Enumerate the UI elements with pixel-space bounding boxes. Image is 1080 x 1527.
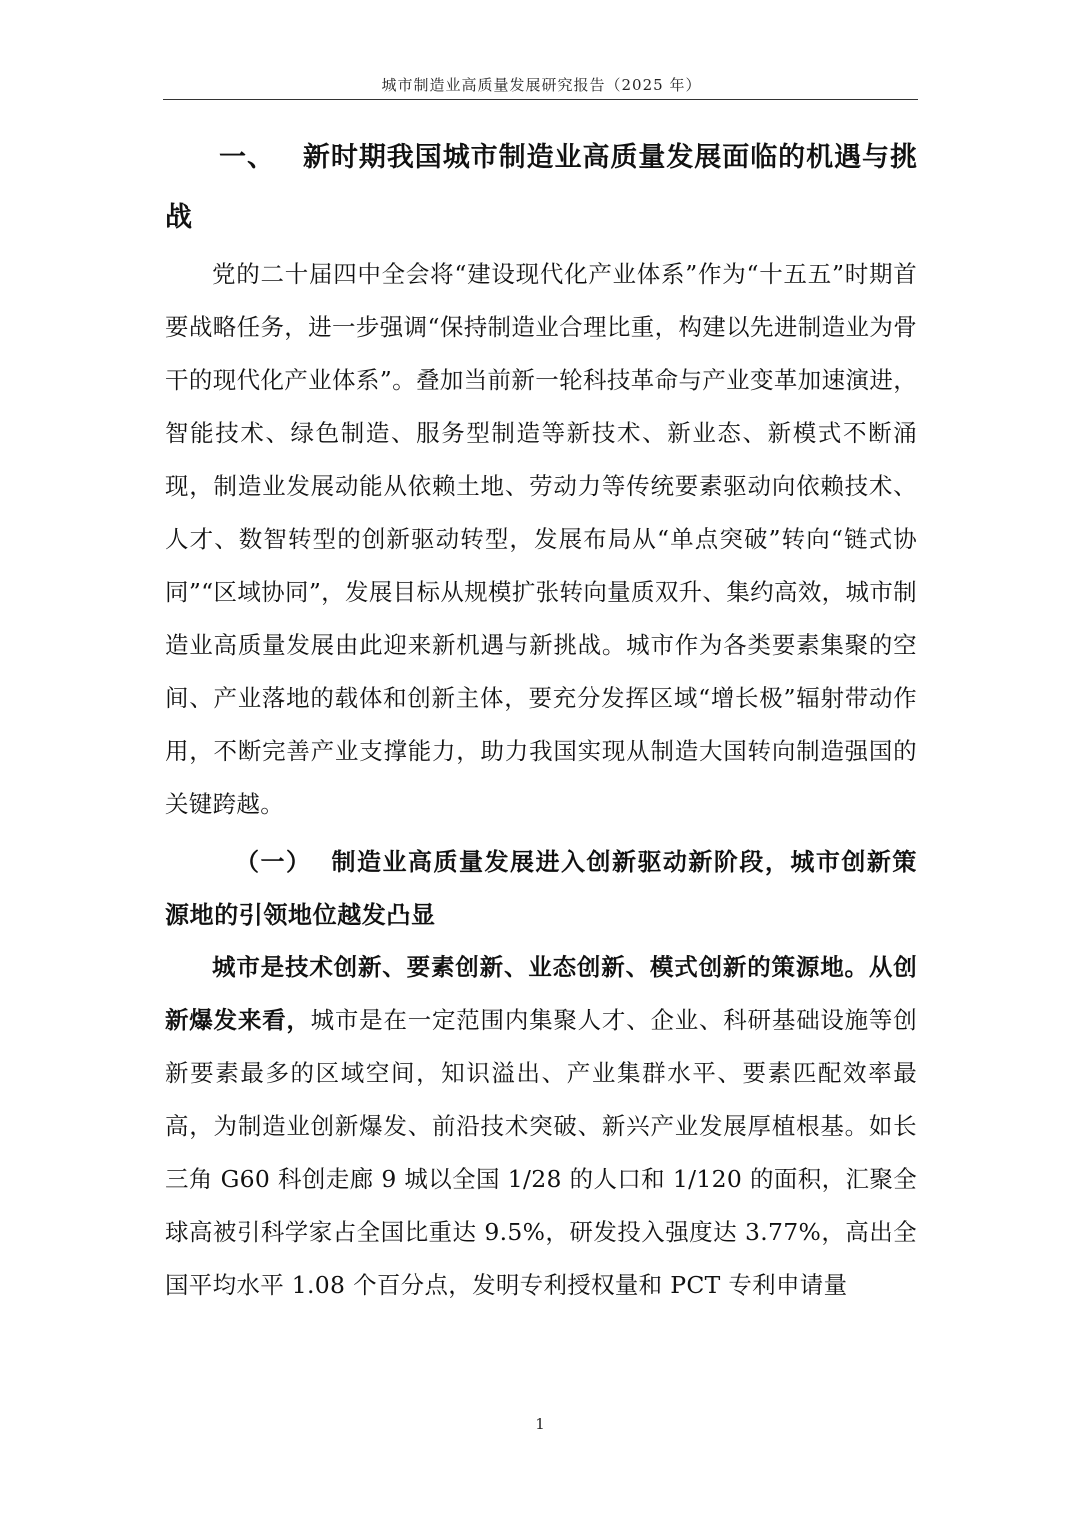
subsection-heading: [165, 835, 917, 941]
body-paragraph: 党的二十届四中全会将“建设现代化产业体系”作为“十五五”时期首要战略任务，进一步强调“保持制造业合理比重，构建以先进制造业为骨干的现代化产业体系”。叠加当前新一轮科技革命与产业变革加速演进，智能技术、绿色制造、服务型制造等新技术、新业态、新模式不断涌现，制造业发展动能从依赖土地、劳动力等传统要素驱动向依赖技术、人才、数智转型的创新驱动转型，发展布局从“单点突破”转向“链式协同”“区域协同”，发展目标从规模扩张转向量质双升、集约高效，城市制造业高质量发展由此迎来新机遇与新挑战。城市作为各类要素集聚的空间、产业落地的载体和创新主体，要充分发挥区域“增长极”辐射带动作用，不断完善产业支撑能力，助力我国实现从制造大国转向制造强国的关键跨越。: [165, 260, 917, 818]
body-paragraph-2: [165, 941, 917, 1312]
subsection-title: 制造业高质量发展进入创新驱动新阶段，城市创新策源地的引领地位越发凸显: [165, 847, 917, 929]
section-title: 新时期我国城市制造业高质量发展面临的机遇与挑战: [165, 142, 918, 233]
paragraph-lead: 城市是技术创新、要素创新、业态创新、模式创新的策源地。从创新爆发来看，: [165, 953, 917, 1034]
header-divider: [163, 99, 918, 100]
section-number: 一、: [219, 142, 275, 173]
paragraph-body: 城市是在一定范围内集聚人才、企业、科研基础设施等创新要素最多的区域空间，知识溢出、产业集群水平、要素匹配效率最高，为制造业创新爆发、前沿技术突破、新兴产业发展厚植根基。如长三角 G60 科创走廊 9 城以全国 1/28 的人口和 1/120 的面积，汇聚全球高被引科学家占全国比重达 9.5%，研发投入强度达 3.77%，高出全国平均水平 1.08 个百分点，发明专利授权量和 PCT 专利申请量: [165, 1006, 917, 1299]
document-body: [165, 128, 917, 1312]
section-heading: [165, 128, 917, 248]
running-header: 城市制造业高质量发展研究报告（2025 年）: [381, 76, 702, 94]
subsection-number: （一）: [235, 847, 312, 876]
page-number: 1: [535, 1415, 545, 1433]
